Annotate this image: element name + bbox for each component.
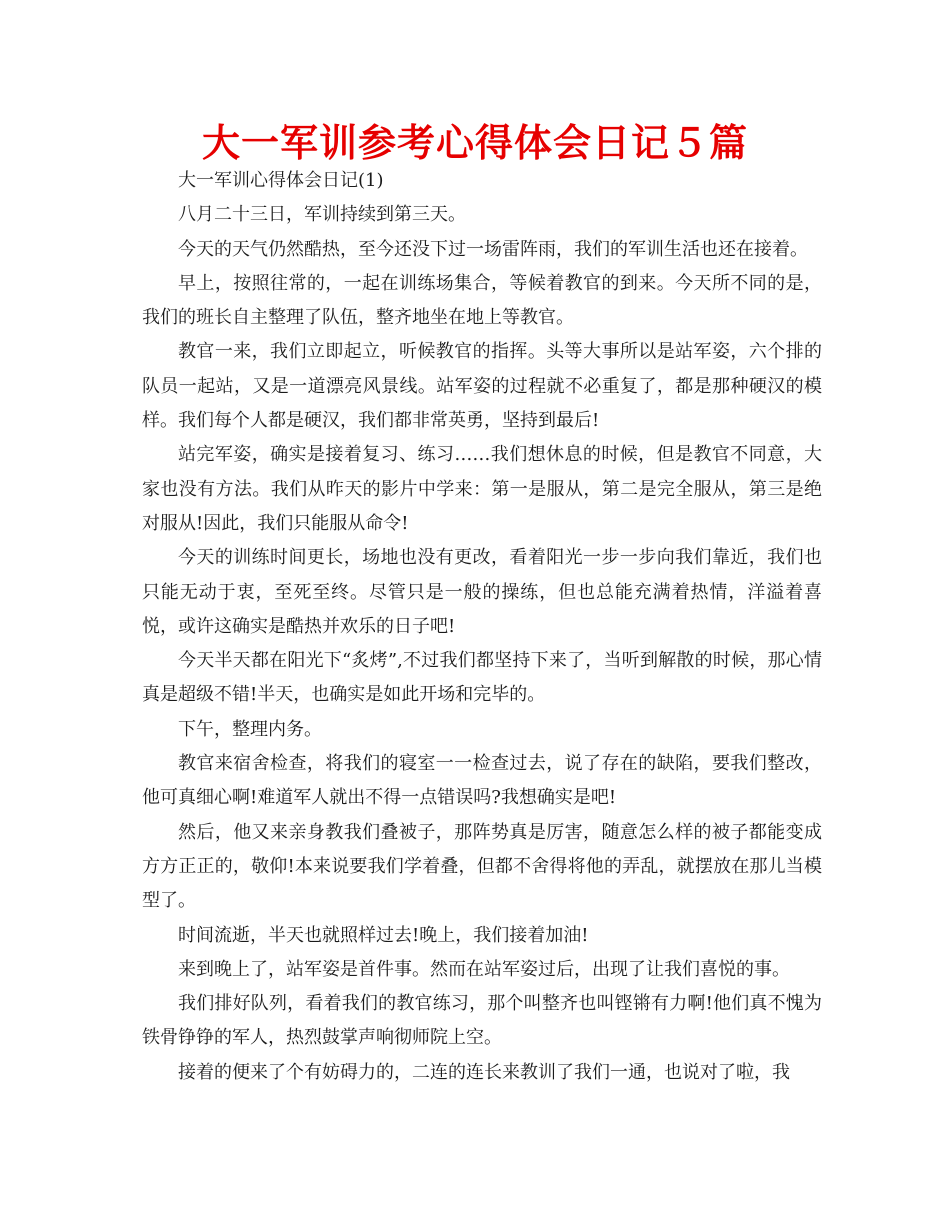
paragraph: 今天半天都在阳光下“炙烤”,不过我们都坚持下来了，当听到解散的时候，那心情真是超级不错!半天，也确实是如此开场和完毕的。 bbox=[142, 650, 822, 706]
paragraph: 教官一来，我们立即起立，听候教官的指挥。头等大事所以是站军姿，六个排的队员一起站，又是一道漂亮风景线。站军姿的过程就不必重复了，都是那种硬汉的模样。我们每个人都是硬汉，我们都非常英勇，坚持到最后! bbox=[142, 341, 822, 432]
paragraph: 时间流逝，半天也就照样过去!晚上，我们接着加油! bbox=[178, 924, 589, 946]
paragraph: 今天的天气仍然酷热，至今还没下过一场雷阵雨，我们的军训生活也还在接着。 bbox=[178, 238, 808, 260]
paragraph: 接着的便来了个有妨碍力的，二连的连长来教训了我们一通，也说对了啦，我 bbox=[178, 1061, 790, 1083]
paragraph: 来到晚上了，站军姿是首件事。然而在站军姿过后，出现了让我们喜悦的事。 bbox=[178, 958, 790, 980]
paragraph: 然后，他又来亲身教我们叠被子，那阵势真是厉害，随意怎么样的被子都能变成方方正正的，敬仰!本来说要我们学着叠，但都不舍得将他的弄乱，就摆放在那儿当模型了。 bbox=[142, 821, 822, 912]
document-title: 大一军训参考心得体会日记５篇 bbox=[201, 121, 748, 165]
paragraph: 教官来宿舍检查，将我们的寝室一一检查过去，说了存在的缺陷，要我们整改，他可真细心啊!难道军人就出不得一点错误吗?我想确实是吧! bbox=[142, 753, 822, 809]
paragraph: 今天的训练时间更长，场地也没有更改，看着阳光一步一步向我们靠近，我们也只能无动于衷，至死至终。尽管只是一般的操练，但也总能充满着热情，洋溢着喜悦，或许这确实是酷热并欢乐的日子吧! bbox=[142, 547, 822, 637]
paragraph-heading: 大一军训心得体会日记(1) bbox=[178, 170, 384, 191]
paragraph: 站完军姿，确实是接着复习、练习……我们想休息的时候，但是教官不同意，大家也没有方法。我们从昨天的影片中学来：第一是服从，第二是完全服从，第三是绝对服从!因此，我们只能服从命令! bbox=[142, 444, 822, 534]
paragraph: 我们排好队列，看着我们的教官练习，那个叫整齐也叫铿锵有力啊!他们真不愧为铁骨铮铮的军人，热烈鼓掌声响彻师院上空。 bbox=[142, 993, 822, 1049]
paragraph: 八月二十三日，军训持续到第三天。 bbox=[178, 204, 466, 226]
document-body bbox=[142, 164, 822, 1090]
paragraph: 早上，按照往常的，一起在训练场集合，等候着教官的到来。今天所不同的是，我们的班长自主整理了队伍，整齐地坐在地上等教官。 bbox=[142, 272, 822, 329]
paragraph: 下午，整理内务。 bbox=[178, 718, 322, 740]
